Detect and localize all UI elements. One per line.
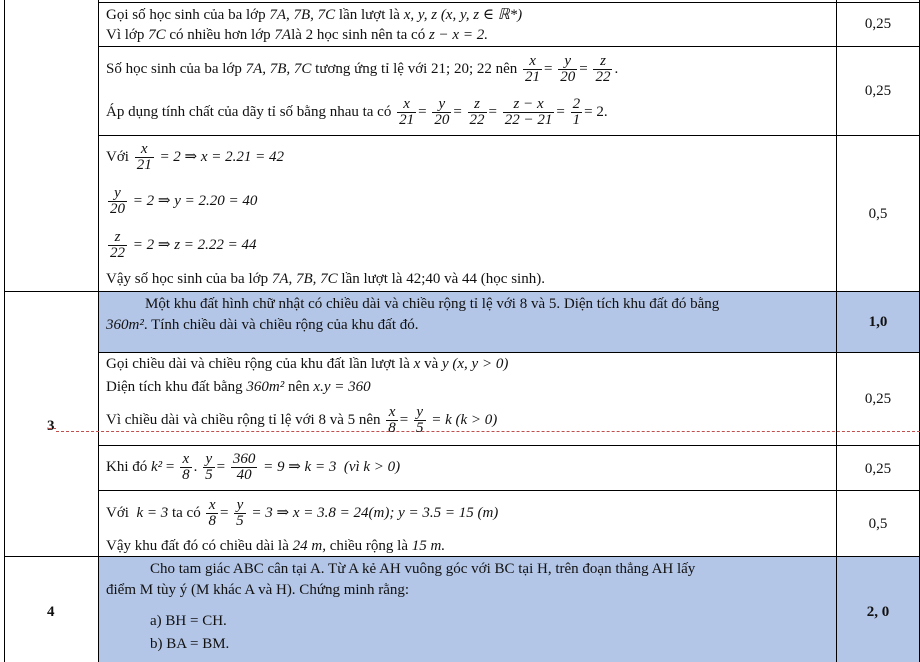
fraction-numerator: y: [414, 405, 426, 421]
table-border-col1: [98, 0, 99, 662]
fraction-numerator: z: [593, 54, 612, 70]
fraction-denominator: 5: [236, 513, 244, 530]
fraction-denominator: 5: [205, 467, 213, 484]
row1-line1: Gọi số học sinh của ba lớp 7A, 7B, 7C lần lượt là x, y, z (x, y, z ∈ ℝ*): [106, 7, 523, 23]
fraction-numerator: x: [180, 452, 192, 468]
fraction-y-20: [108, 186, 127, 217]
fraction-numerator: x: [386, 405, 398, 421]
row3-conclusion: Vậy số học sinh của ba lớp 7A, 7B, 7C lần lượt là 42;40 và 44 (học sinh).: [106, 271, 545, 287]
fraction-x-21: [135, 142, 154, 173]
fraction-y-5: [203, 452, 215, 483]
fraction-y-20: [558, 54, 577, 85]
fraction-denominator: 21: [399, 112, 415, 129]
fraction-x-21: [397, 97, 416, 128]
fraction-denominator: 21: [136, 157, 152, 174]
row-border: [98, 135, 920, 136]
row6-score: 0,5: [868, 516, 888, 532]
row2-score: 0,25: [864, 83, 892, 99]
row-border: [98, 46, 920, 47]
fraction-y-20: [432, 97, 451, 128]
question-3-line1: Một khu đất hình chữ nhật có chiều dài và chiều rộng tỉ lệ với 8 và 5. Diện tích khu đất đó bằng: [145, 296, 720, 312]
fraction-denominator: 40: [236, 467, 252, 484]
fraction-numerator: 2: [572, 96, 581, 113]
fraction-numerator: y: [432, 97, 451, 113]
row-border: [4, 556, 920, 557]
row-border: [4, 291, 920, 292]
fraction-denominator: 1: [572, 112, 581, 129]
fraction-denominator: 22: [595, 69, 611, 86]
fraction-x-8: [206, 498, 218, 529]
row-border: [98, 352, 920, 353]
row3-eq3: $\frac{z}{22}$ = 2 ⇒ z = 2.22 = 44: [110, 229, 257, 262]
fraction-z-22: [108, 230, 127, 261]
fraction-denominator: 20: [434, 112, 450, 129]
fraction-zx-diff: [503, 97, 555, 128]
fraction-numerator: z − x: [503, 97, 555, 113]
fraction-denominator: 8: [208, 513, 216, 530]
fraction-y-5: [414, 405, 426, 436]
fraction-numerator: y: [234, 498, 246, 514]
question-4-line2: điểm M tùy ý (M khác A và H). Chứng minh rằng:: [106, 582, 410, 598]
fraction-360-40: [231, 452, 258, 483]
fraction-denominator: 21: [525, 69, 541, 86]
question-4-part-a: a) BH = CH.: [150, 613, 227, 629]
question-3-number: 3: [47, 418, 55, 434]
row1-score: 0,25: [864, 16, 892, 32]
row3-score: 0,5: [868, 206, 888, 222]
spelling-underline: [48, 428, 56, 429]
fraction-denominator: 22 − 21: [504, 112, 553, 129]
fraction-denominator: 5: [416, 420, 424, 437]
fraction-x-21: [523, 54, 542, 85]
row-border: [98, 490, 920, 491]
fraction-numerator: x: [135, 142, 154, 158]
fraction-denominator: 8: [182, 467, 190, 484]
fraction-numerator: x: [523, 54, 542, 70]
row1-line2: Vì lớp 7C có nhiều hơn lớp 7Alà 2 học sinh nên ta có z − x = 2.: [106, 27, 488, 43]
fraction-numerator: x: [397, 97, 416, 113]
fraction-z-22: [468, 97, 487, 128]
fraction-x-8: [386, 405, 398, 436]
fraction-x-8: [180, 452, 192, 483]
row4-line2: Diện tích khu đất bằng 360m² nên x.y = 360: [106, 379, 371, 395]
row4-score: 0,25: [864, 391, 892, 407]
row2-line2: Áp dụng tính chất của dãy tỉ số bằng nhau ta có $\frac{x}{21}$ = $\frac{y}{20}$ = $\frac{z}{22}$ = $\frac{z - x}{22 - 21}$ = $\frac{2}{1}$ = 2.: [106, 96, 608, 129]
fraction-denominator: 22: [469, 112, 485, 129]
fraction-numerator: z: [108, 230, 127, 246]
fraction-numerator: x: [206, 498, 218, 514]
question-4-line1: Cho tam giác ABC cân tại A. Từ A kẻ AH vuông góc với BC tại H, trên đoạn thẳng AH lấy: [150, 561, 696, 577]
fraction-numerator: y: [203, 452, 215, 468]
question-4-part-b: b) BA = BM.: [150, 636, 230, 652]
fraction-numerator: y: [558, 54, 577, 70]
question-3-line2: 360m². Tính chiều dài và chiều rộng của khu đất đó.: [106, 317, 419, 333]
row4-line1: Gọi chiều dài và chiều rộng của khu đất lần lượt là x và y (x, y > 0): [106, 356, 509, 372]
fraction-denominator: 20: [560, 69, 576, 86]
row-border: [98, 2, 920, 3]
row6-line1: Với k = 3 ta có $\frac{x}{8}$ = $\frac{y}{5}$ = 3 ⇒ x = 3.8 = 24(m); y = 3.5 = 15 (m): [106, 497, 499, 530]
row-border: [98, 445, 920, 446]
fraction-numerator: y: [108, 186, 127, 202]
question-4-number: 4: [47, 604, 55, 620]
row6-line2: Vậy khu đất đó có chiều dài là 24 m, chiều rộng là 15 m.: [106, 538, 446, 554]
row4-line3: Vì chiều dài và chiều rộng tỉ lệ với 8 và 5 nên $\frac{x}{8}$ = $\frac{y}{5}$ = k (k > 0): [106, 404, 498, 437]
fraction-numerator: 360: [232, 451, 256, 468]
fraction-y-5: [234, 498, 246, 529]
question-3-score: 1,0: [868, 314, 888, 330]
question-4-score: 2, 0: [866, 604, 890, 620]
row3-eq1: Với $\frac{x}{21}$ = 2 ⇒ x = 2.21 = 42: [106, 141, 285, 174]
row5-line: Khi đó k² = $\frac{x}{8}$ . $\frac{y}{5}$ = $\frac{360}{40}$ = 9 ⇒ k = 3 (vì k > 0): [106, 451, 401, 484]
row3-eq2: $\frac{y}{20}$ = 2 ⇒ y = 2.20 = 40: [110, 185, 258, 218]
table-border-left: [4, 0, 5, 662]
fraction-2-1: [571, 97, 583, 128]
row5-score: 0,25: [864, 461, 892, 477]
fraction-numerator: z: [468, 97, 487, 113]
row2-line1: Số học sinh của ba lớp 7A, 7B, 7C tương ứng tỉ lệ với 21; 20; 22 nên $\frac{x}{21}$ = $\frac{y}{20}$ = $\frac{z}{22}$ .: [106, 53, 619, 86]
fraction-z-22: [593, 54, 612, 85]
fraction-denominator: 20: [110, 201, 125, 218]
fraction-denominator: 22: [110, 245, 125, 262]
fraction-denominator: 8: [388, 420, 396, 437]
